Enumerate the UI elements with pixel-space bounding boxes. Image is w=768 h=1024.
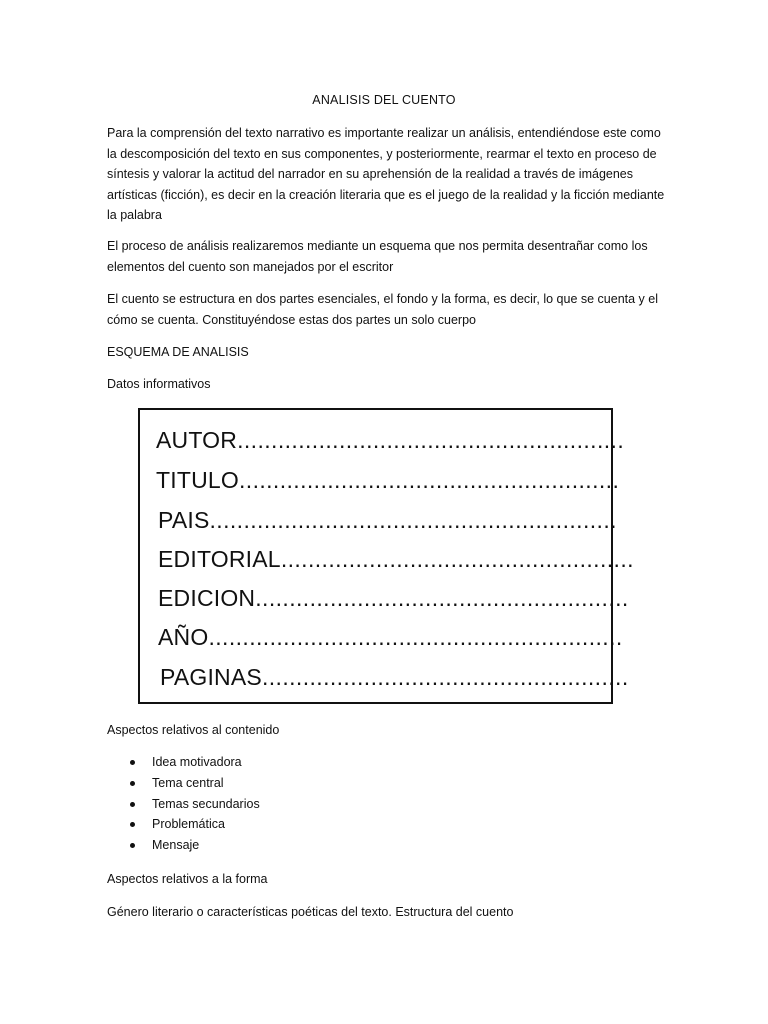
intro-paragraph: Para la comprensión del texto narrativo es importante realizar un análisis, entendiéndose este como la descomposición del texto en sus componentes, y posteriormente, rearmar el texto en proceso de síntesis y valorar la actitud del narrador en su aprehensión de la realidad a través de imágenes artísticas (ficción), es decir en la creación literaria que es el juego de la realidad y la ficción mediante la palabra xyxy=(107,126,665,222)
field-dots: ...................................................... xyxy=(261,664,629,690)
field-dots: .................................................... xyxy=(280,546,634,572)
field-label: EDICION xyxy=(158,585,256,611)
forma-text: Género literario o características poéticas del texto. Estructura del cuento xyxy=(107,905,514,919)
bullet-icon xyxy=(130,802,135,807)
bullet-icon xyxy=(130,760,135,765)
bullet-icon xyxy=(130,781,135,786)
field-label: TITULO xyxy=(156,467,239,493)
field-label: PAGINAS xyxy=(160,664,262,690)
field-dots: ....................................................... xyxy=(255,585,629,611)
field-label: EDITORIAL xyxy=(158,546,281,572)
structure-paragraph: El cuento se estructura en dos partes esenciales, el fondo y la forma, es decir, lo que se cuenta y el cómo se cuenta. Constituyéndose estas dos partes un solo cuerpo xyxy=(107,292,659,327)
field-editorial xyxy=(158,544,634,574)
process-paragraph: El proceso de análisis realizaremos mediante un esquema que nos permita desentrañar como los elementos del cuento son manejados por el escritor xyxy=(107,239,648,274)
field-dots: ......................................................... xyxy=(237,427,625,453)
contenido-heading: Aspectos relativos al contenido xyxy=(107,723,280,737)
field-dots: ............................................................ xyxy=(209,507,617,533)
datos-informativos-box xyxy=(138,408,634,704)
field-label: PAIS xyxy=(158,507,210,533)
field-edicion xyxy=(158,583,629,613)
field-paginas xyxy=(160,662,629,692)
field-label: AUTOR xyxy=(156,427,238,453)
field-titulo xyxy=(156,465,619,495)
list-item: Temas secundarios xyxy=(130,794,260,815)
field-label: AÑO xyxy=(158,624,209,650)
bullet-icon xyxy=(130,822,135,827)
list-item: Tema central xyxy=(130,773,260,794)
forma-heading: Aspectos relativos a la forma xyxy=(107,872,268,886)
list-item: Mensaje xyxy=(130,835,260,856)
field-dots: ............................................................. xyxy=(208,624,623,650)
field-autor xyxy=(156,425,624,455)
field-pais xyxy=(158,505,617,535)
list-item: Problemática xyxy=(130,814,260,835)
esquema-heading: ESQUEMA DE ANALISIS xyxy=(107,345,249,359)
bullet-icon xyxy=(130,843,135,848)
datos-heading: Datos informativos xyxy=(107,377,211,391)
field-ano xyxy=(158,622,623,652)
field-dots: ........................................................ xyxy=(238,467,620,493)
document-title: ANALISIS DEL CUENTO xyxy=(312,93,456,107)
contenido-list xyxy=(130,752,260,856)
list-item: Idea motivadora xyxy=(130,752,260,773)
